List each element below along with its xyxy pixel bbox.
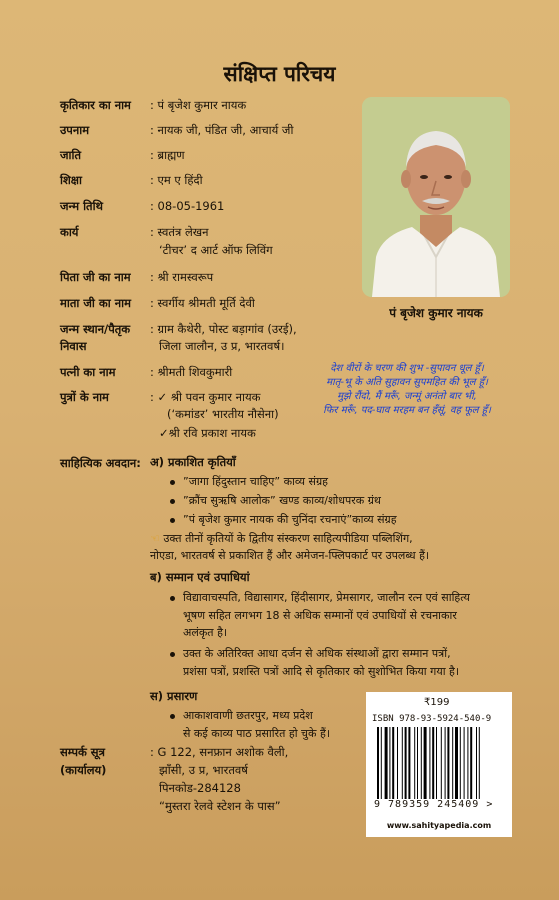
barcode-bar bbox=[479, 727, 480, 799]
barcode-bar bbox=[445, 727, 446, 799]
bullet-icon bbox=[170, 499, 175, 504]
label-contact-office: (कार्यालय) bbox=[60, 763, 107, 777]
page-title: संक्षिप्त परिचय bbox=[223, 62, 336, 86]
barcode-bar bbox=[470, 727, 472, 799]
barcode-bar bbox=[402, 727, 403, 799]
label-caste: जाति bbox=[60, 148, 82, 162]
label-birthplace-line2: निवास bbox=[60, 339, 87, 353]
value-pen-name: : नायक जी, पंडित जी, आचार्य जी bbox=[150, 123, 294, 137]
label-pen-name: उपनाम bbox=[60, 123, 90, 137]
value-wife-name: : श्रीमती शिवकुमारी bbox=[150, 365, 233, 379]
poem-line: मुझे रौंदो, मैं मरूँ, जन्मूं अनंतो बार भी, bbox=[337, 391, 477, 402]
barcode-bar bbox=[447, 727, 449, 799]
barcode-bar bbox=[455, 727, 458, 799]
barcode-bar bbox=[392, 727, 394, 799]
bullet-icon bbox=[170, 714, 175, 719]
price-label: ₹199 bbox=[424, 697, 450, 708]
publication-note: ☜ उक्त तीनों कृतियों के द्वितीय संस्करण साहित्यपीडिया पब्लिशिंग, bbox=[150, 532, 413, 545]
hand-pointer-icon: ☜ bbox=[150, 532, 160, 545]
poem-line: फिर मरूँ, पद-घाव मरहम बन हँसूं, वह फूल हूँ। bbox=[323, 405, 491, 416]
value-birth-date: : 08-05-1961 bbox=[150, 199, 225, 213]
publication-note-line2: नोएडा, भारतवर्ष से प्रकाशित हैं और अमेजन-फ्लिपकार्ट पर उपलब्ध हैं। bbox=[150, 549, 430, 562]
label-wife-name: पत्नी का नाम bbox=[60, 365, 116, 379]
list-item-continuation: भूषण सहित लगभग 18 से अधिक सम्मानों एवं उपाधियों से रचनाकार bbox=[183, 609, 457, 622]
value-education: : एम ए हिंदी bbox=[150, 173, 203, 187]
list-item: विद्यावाचस्पति, विद्यासागर, हिंदीसागर, प्रेमसागर, जालौन रत्न एवं साहित्य bbox=[170, 590, 470, 606]
barcode-number: 9 789359 245409 > bbox=[374, 799, 494, 810]
barcode-bar bbox=[397, 727, 398, 799]
value-work: : स्वतंत्र लेखन bbox=[150, 225, 209, 239]
author-photo bbox=[362, 97, 510, 297]
section-a-heading: अ) प्रकाशित कृतियाँ bbox=[150, 455, 236, 469]
label-sons-names: पुत्रों के नाम bbox=[60, 390, 109, 404]
value-birthplace: : ग्राम कैथेरी, पोस्ट बड़ागांव (उरई), bbox=[150, 322, 297, 336]
barcode-bar bbox=[476, 727, 477, 799]
list-item-continuation: अलंकृत है। bbox=[183, 626, 228, 639]
list-item: आकाशवाणी छतरपुर, मध्य प्रदेश bbox=[170, 708, 313, 724]
barcode-bar bbox=[377, 727, 379, 799]
contact-address-line2: झाँसी, उ प्र, भारतवर्ष bbox=[159, 763, 248, 777]
label-author-name: कृतिकार का नाम bbox=[60, 98, 131, 112]
list-item-continuation: से कई काव्य पाठ प्रसारित हो चुके हैं। bbox=[183, 727, 330, 740]
barcode-bar bbox=[385, 727, 388, 799]
contact-pincode: पिनकोड-284128 bbox=[159, 781, 241, 795]
list-item: ”क्रौंच सुऋषि आलोक” खण्ड काव्य/शोधपरक ग्रंथ bbox=[170, 493, 381, 509]
value-work-line2: ‘टीचर’ द आर्ट ऑफ लिविंग bbox=[159, 243, 273, 257]
value-birthplace-line2: जिला जालौन, उ प्र, भारतवर्ष। bbox=[159, 339, 285, 353]
publisher-website: www.sahityapedia.com bbox=[386, 821, 492, 830]
list-item: ”जागा हिंदुस्तान चाहिए” काव्य संग्रह bbox=[170, 474, 328, 490]
poem-line: मातृ-भू के अति सुहावन सुपमहित की भूल हूँ। bbox=[326, 377, 488, 388]
barcode-bar bbox=[464, 727, 465, 799]
barcode-bar bbox=[429, 727, 430, 799]
value-son-1-note: (‘कमांडर’ भारतीय नौसेना) bbox=[167, 407, 279, 421]
barcode-bars bbox=[377, 727, 505, 799]
value-father-name: : श्री रामस्वरूप bbox=[150, 270, 214, 284]
poem-block bbox=[297, 362, 517, 418]
barcode-bar bbox=[460, 727, 461, 799]
label-mother-name: माता जी का नाम bbox=[60, 296, 131, 310]
value-mother-name: : स्वर्गीय श्रीमती मूर्ति देवी bbox=[150, 296, 255, 310]
contact-landmark: “मुस्तरा रेलवे स्टेशन के पास” bbox=[159, 799, 281, 813]
barcode-bar bbox=[405, 727, 407, 799]
label-father-name: पिता जी का नाम bbox=[60, 270, 131, 284]
barcode-bar bbox=[441, 727, 442, 799]
list-item-continuation: प्रशंसा पत्रों, प्रशस्ति पत्रों आदि से कृतिकार को सुशोभित किया गया है। bbox=[183, 665, 460, 678]
value-son-2: ✓श्री रवि प्रकाश नायक bbox=[159, 426, 256, 440]
contact-address-line1: : G 122, सनफ्रान अशोक वैली, bbox=[150, 745, 289, 759]
photo-caption: पं बृजेश कुमार नायक bbox=[389, 306, 483, 320]
label-contact: सम्पर्क सूत्र bbox=[60, 745, 105, 759]
label-birthplace: जन्म स्थान/पैतृक bbox=[60, 322, 131, 336]
barcode-bar bbox=[381, 727, 382, 799]
isbn-text: ISBN 978-93-5924-540-9 bbox=[372, 714, 492, 724]
value-caste: : ब्राह्मण bbox=[150, 148, 185, 162]
value-son-1: : ✓ श्री पवन कुमार नायक bbox=[150, 390, 261, 404]
label-work: कार्य bbox=[60, 225, 79, 239]
list-item: ”पं बृजेश कुमार नायक की चुनिंदा रचनाएं”काव्य संग्रह bbox=[170, 512, 397, 528]
barcode-bar bbox=[452, 727, 453, 799]
barcode-bar bbox=[421, 727, 422, 799]
bullet-icon bbox=[170, 596, 175, 601]
bullet-icon bbox=[170, 480, 175, 485]
barcode-bar bbox=[414, 727, 415, 799]
barcode-bar bbox=[389, 727, 390, 799]
barcode-bar bbox=[408, 727, 410, 799]
section-b-heading: ब) सम्मान एवं उपाधियां bbox=[150, 570, 250, 584]
barcode-bar bbox=[436, 727, 437, 799]
value-author-name: : पं बृजेश कुमार नायक bbox=[150, 98, 247, 112]
bullet-icon bbox=[170, 652, 175, 657]
section-c-heading: स) प्रसारण bbox=[150, 689, 198, 703]
label-literary-contribution: साहित्यिक अवदान: bbox=[60, 456, 141, 470]
barcode-bar bbox=[432, 727, 434, 799]
label-birth-date: जन्म तिथि bbox=[60, 199, 103, 213]
barcode-bar bbox=[417, 727, 418, 799]
list-item: उक्त के अतिरिक्त आधा दर्जन से अधिक संस्थाओं द्वारा सम्मान पत्रों, bbox=[170, 646, 451, 662]
barcode-bar bbox=[424, 727, 427, 799]
label-education: शिक्षा bbox=[60, 173, 83, 187]
barcode-bar bbox=[467, 727, 468, 799]
poem-line: देश वीरों के चरण की शुभ -सुपावन धूल हूँ। bbox=[330, 363, 484, 374]
bullet-icon bbox=[170, 518, 175, 523]
